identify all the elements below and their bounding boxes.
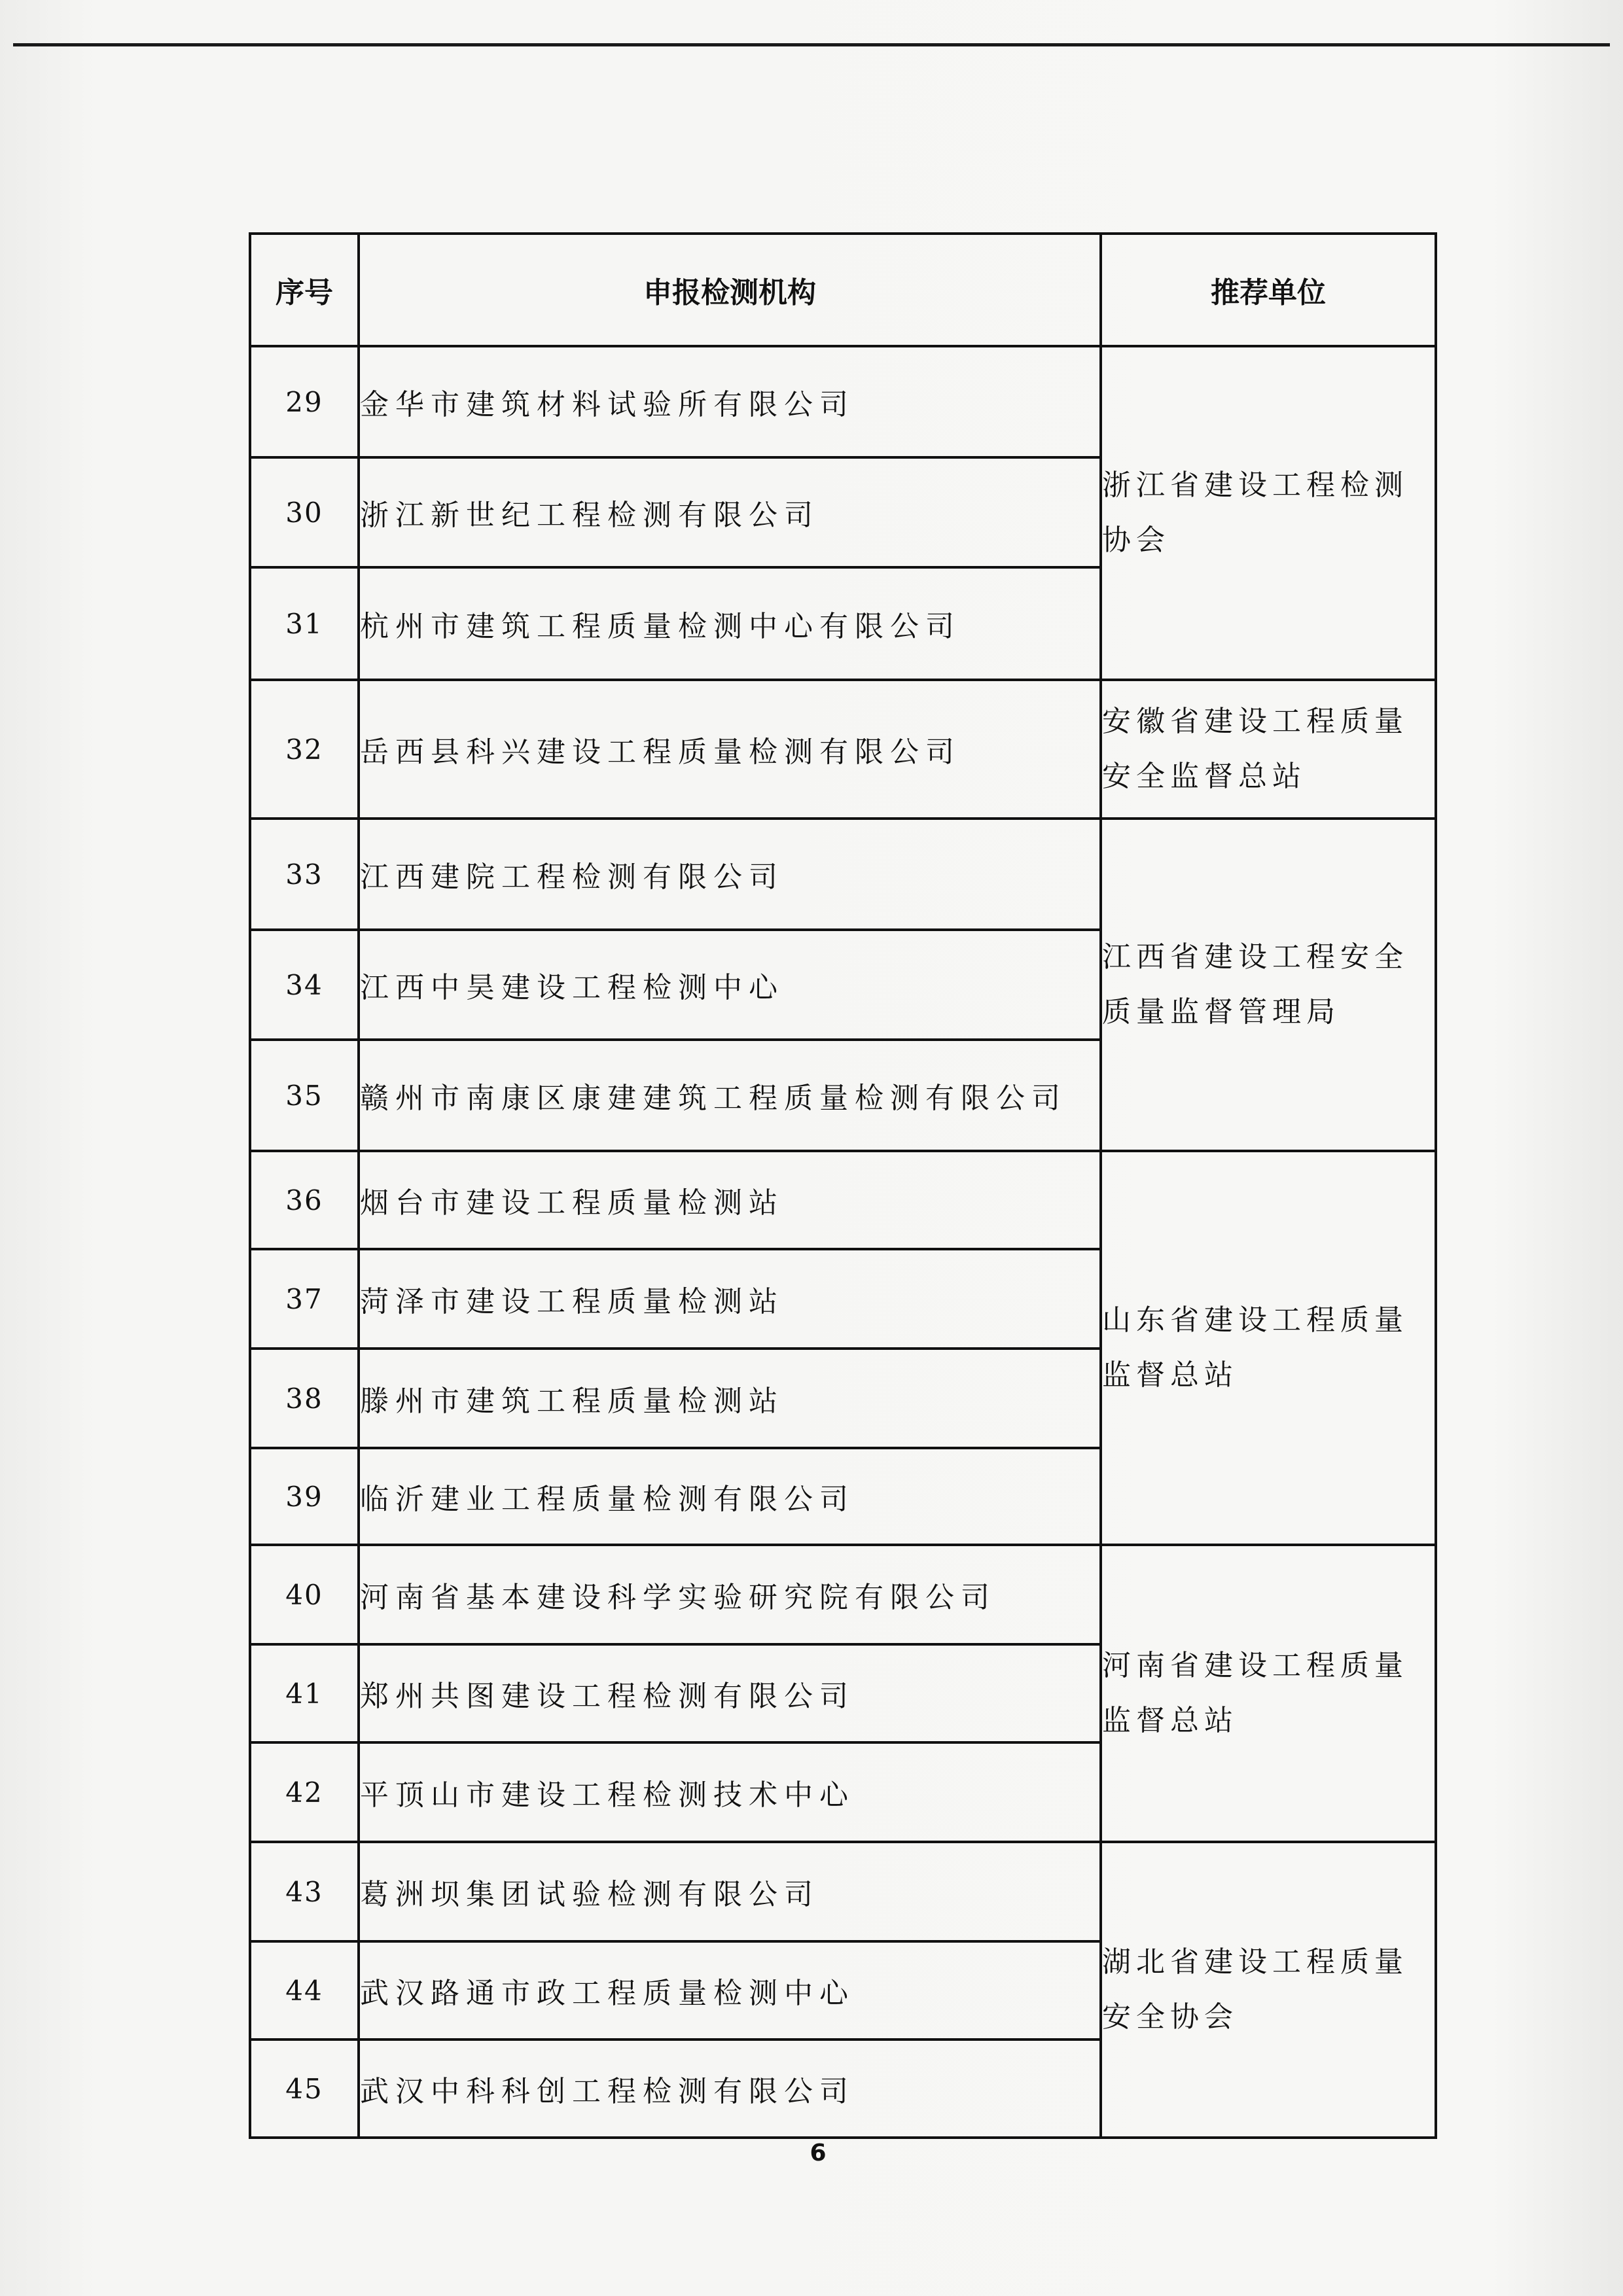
header-seq: 序号 [250,234,359,346]
row-number: 42 [250,1742,359,1842]
header-row [250,234,1436,346]
row-number: 44 [250,1941,359,2040]
row-number: 43 [250,1842,359,1941]
org-name: 菏泽市建设工程质量检测站 [359,1249,1101,1349]
table-row [250,680,1436,819]
recommender-cell: 河南省建设工程质量监督总站 [1101,1545,1436,1842]
row-number: 39 [250,1448,359,1545]
recommender-cell: 山东省建设工程质量监督总站 [1101,1151,1436,1545]
row-number: 37 [250,1249,359,1349]
org-name: 江西中昊建设工程检测中心 [359,930,1101,1040]
org-name: 岳西县科兴建设工程质量检测有限公司 [359,680,1101,819]
recommender-cell: 江西省建设工程安全质量监督管理局 [1101,819,1436,1151]
header-rec: 推荐单位 [1101,234,1436,346]
table-row [250,1545,1436,1644]
row-number: 32 [250,680,359,819]
org-name: 临沂建业工程质量检测有限公司 [359,1448,1101,1545]
row-number: 41 [250,1644,359,1742]
recommender-cell: 浙江省建设工程检测协会 [1101,346,1436,680]
row-number: 34 [250,930,359,1040]
row-number: 38 [250,1349,359,1448]
recommender-cell: 湖北省建设工程质量安全协会 [1101,1842,1436,2138]
row-number: 45 [250,2040,359,2138]
row-number: 29 [250,346,359,457]
table-row [250,1842,1436,1941]
row-number: 40 [250,1545,359,1644]
org-name: 平顶山市建设工程检测技术中心 [359,1742,1101,1842]
row-number: 35 [250,1040,359,1151]
org-name: 武汉中科科创工程检测有限公司 [359,2040,1101,2138]
recommender-cell: 安徽省建设工程质量安全监督总站 [1101,680,1436,819]
table-row [250,819,1436,930]
applicant-table [249,232,1437,2139]
table-row [250,1151,1436,1249]
row-number: 36 [250,1151,359,1249]
table-row [250,346,1436,457]
row-number: 33 [250,819,359,930]
org-name: 赣州市南康区康建建筑工程质量检测有限公司 [359,1040,1101,1151]
org-name: 郑州共图建设工程检测有限公司 [359,1644,1101,1742]
org-name: 武汉路通市政工程质量检测中心 [359,1941,1101,2040]
top-border-line [13,43,1610,46]
org-name: 金华市建筑材料试验所有限公司 [359,346,1101,457]
org-name: 江西建院工程检测有限公司 [359,819,1101,930]
org-name: 滕州市建筑工程质量检测站 [359,1349,1101,1448]
header-org: 申报检测机构 [359,234,1101,346]
org-name: 浙江新世纪工程检测有限公司 [359,457,1101,567]
page-number: 6 [810,2140,827,2166]
org-name: 河南省基本建设科学实验研究院有限公司 [359,1545,1101,1644]
org-name: 杭州市建筑工程质量检测中心有限公司 [359,567,1101,680]
row-number: 30 [250,457,359,567]
org-name: 烟台市建设工程质量检测站 [359,1151,1101,1249]
org-name: 葛洲坝集团试验检测有限公司 [359,1842,1101,1941]
row-number: 31 [250,567,359,680]
